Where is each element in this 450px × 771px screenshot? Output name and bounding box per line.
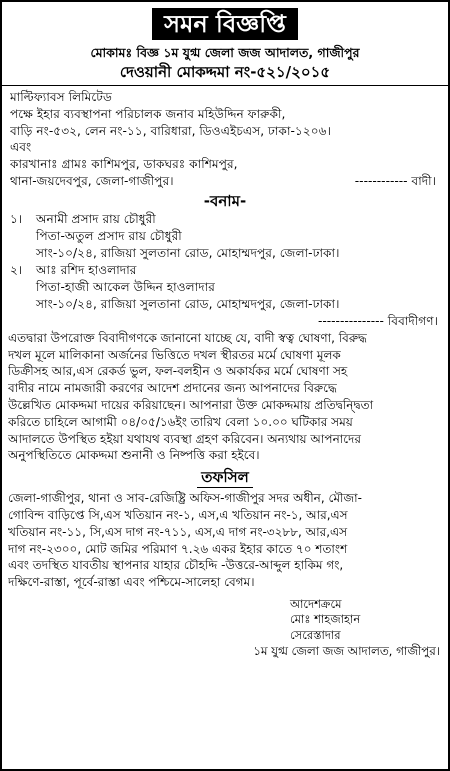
notice-line: ডিক্রীসহ আর,এস রেকর্ড ভুল, ফল-বলহীন ও অকার্যকর মর্মে ঘোষণা সহ	[8, 364, 348, 379]
schedule-paragraph	[2, 490, 448, 591]
notice-line: আদালতে উপস্থিত হইয়া যথাযথ ব্যবস্থা গ্রহণ করিবেন। অন্যথায় আপনাদের	[8, 431, 361, 446]
versus-wrap	[2, 191, 448, 211]
plaintiff-line: মাল্টিফ্যাবস লিমিটেড	[10, 90, 112, 104]
notice-line: করিতে চাহিলে আগামী ০৪/০৫/১৬ইং তারিখ বেলা ১০.০০ ঘটিকার সময়	[8, 414, 353, 429]
defendant-1	[2, 211, 448, 262]
defendant-name: আঃ রশিদ হাওলাদার	[36, 262, 137, 277]
plaintiff-last-row	[10, 173, 440, 190]
defendant-name: অনামী প্রসাদ রায় চৌধুরী	[36, 211, 156, 226]
title-wrap	[2, 2, 448, 40]
notice-paragraph	[2, 330, 448, 464]
schedule-heading: তফসিল	[197, 468, 253, 488]
defendant-number: ১।	[10, 211, 23, 226]
schedule-line: এবং তদস্থিত যাবতীয় স্থাপনার যাহার চৌহদ্দি -উত্তরে-আব্দুল হাকিম গং,	[8, 558, 344, 573]
signature-designation: সেরেস্তাদার	[290, 627, 341, 642]
defendant-2	[2, 262, 448, 313]
court-name: মোকামঃ বিজ্ঞ ১ম যুগ্ম জেলা জজ আদালত, গাজীপুর	[90, 45, 360, 60]
plaintiff-line: থানা-জয়দেবপুর, জেলা-গাজীপুর।	[10, 173, 174, 188]
defendant-father: পিতা-হাজী আকেল উদ্দিন হাওলাদার	[36, 279, 215, 294]
defendant-number: ২।	[10, 262, 23, 277]
plaintiff-role: ------------ বাদী।	[354, 173, 436, 188]
divider	[2, 85, 448, 86]
plaintiff-line: এবং	[10, 140, 32, 155]
schedule-heading-wrap	[2, 467, 448, 488]
schedule-line: দাগ নং-২৩০০, মোট জমির পরিমাণ ৭.২৬ একর ইহার কাতে ৭০ শতাংশ	[8, 541, 348, 556]
plaintiff-line: পক্ষে ইহার ব্যবস্থাপনা পরিচালক জনাব মহিউদ্দিন ফারুকী,	[10, 106, 286, 121]
signature-block	[2, 597, 448, 660]
signature-order: আদেশক্রমে	[290, 596, 342, 611]
defendant-address: সাং-১০/২৪, রাজিয়া সুলতানা রোড, মোহাম্মদপুর, জেলা-ঢাকা।	[36, 245, 340, 260]
notice-line: বাদীর নামে নামজারী করণের আদেশ প্রদানের জন্য আপনাদের বিরুদ্ধে	[8, 381, 337, 396]
defendant-father: পিতা-অতুল প্রসাদ রায় চৌধুরী	[36, 228, 182, 243]
signature-office: ১ম যুগ্ম জেলা জজ আদালত, গাজীপুর।	[253, 644, 440, 659]
versus-heading: -বনাম-	[203, 191, 247, 210]
plaintiff-line: বাড়ি নং-৫৩২, লেন নং-১১, বারিধারা, ডিওএইচএস, ঢাকা-১২০৬।	[10, 123, 331, 138]
plaintiff-line: কারখানাঃ গ্রামঃ কাশিমপুর, ডাকঘরঃ কাশিমপুর,	[10, 157, 238, 172]
signature-name: মোঃ শাহজাহান	[290, 612, 361, 627]
notice-line: উল্লেখিত মোকদ্দমা দায়ের করিয়াছেন। আপনারা উক্ত মোকদ্দমায় প্রতিদ্বন্দ্বিতা	[8, 397, 374, 412]
notice-line: অনুপস্থিতিতে মোকদ্দমা শুনানী ও নিষ্পত্তি করা হইবে।	[8, 448, 260, 463]
notice-title: সমন বিজ্ঞপ্তি	[152, 8, 298, 40]
notice-line: এতদ্বারা উপরোক্ত বিবাদীগণকে জানানো যাচ্ছে যে, বাদী স্বত্ব ঘোষণা, বিরুদ্ধ	[8, 330, 367, 345]
schedule-line: খতিয়ান নং-১১, সি,এস দাগ নং-৭১১, এস,এ দাগ নং-৩২৮৮, আর,এস	[8, 524, 348, 539]
schedule-line: জেলা-গাজীপুর, থানা ও সাব-রেজিষ্ট্রি অফিস-গাজীপুর সদর অধীন, মৌজা-	[8, 491, 362, 506]
schedule-line: গোবিন্দ বাড়িপ্তে সি,এস খতিয়ান নং-১, এস,এ খতিয়ান নং-১, আর,এস	[8, 507, 348, 522]
defendant-role: --------------- বিবাদীগণ।	[317, 313, 438, 328]
case-number: দেওয়ানী মোকদ্দমা নং-৫২১/২০১৫	[119, 63, 331, 81]
plaintiff-block	[2, 89, 448, 190]
defendant-address: সাং-১০/২৪, রাজিয়া সুলতানা রোড, মোহাম্মদপুর, জেলা-ঢাকা।	[36, 296, 340, 311]
schedule-line: দক্ষিণে-রাস্তা, পূর্বে-রাস্তা এবং পশ্চিমে-সালেহা বেগম।	[8, 575, 255, 590]
notice-line: দখল মূলে মালিকানা অর্জনের ভিত্তিতে দখল স্থীরতর মর্মে ঘোষণা মূলক	[8, 347, 341, 362]
